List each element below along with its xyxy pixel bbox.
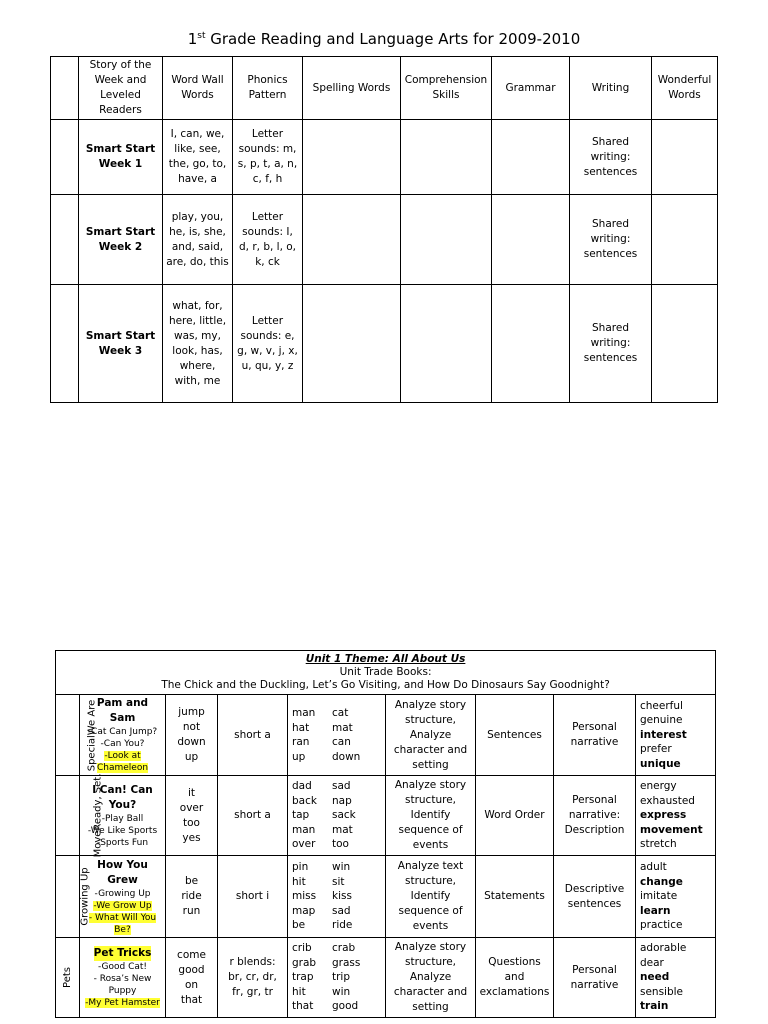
wonderful-word: prefer <box>640 743 672 756</box>
phonics-cell: r blends: br, cr, dr, fr, gr, tr <box>218 938 288 1018</box>
spelling-word: be <box>292 919 306 932</box>
wonderful-words-cell <box>652 195 718 285</box>
writing-cell: Shared writing: sentences <box>570 195 652 285</box>
writing-cell: Shared writing: sentences <box>570 120 652 195</box>
phonics-cell: short a <box>218 776 288 856</box>
wonderful-word: imitate <box>640 890 678 903</box>
spelling-pair <box>292 721 382 736</box>
blank-cell <box>51 285 79 403</box>
spelling-word: hit <box>292 875 306 888</box>
trade-books-label: Unit Trade Books: <box>339 666 432 678</box>
reader-title: -We Like Sports <box>87 825 158 836</box>
page-title: 1st Grade Reading and Language Arts for 2009-2010 <box>187 30 581 48</box>
theme-cell <box>56 695 98 776</box>
comprehension-cell: Analyze story structure, Analyze character and setting <box>386 938 476 1018</box>
leveled-reader <box>83 900 162 912</box>
spelling-word: too <box>332 838 349 851</box>
week-cell: Smart Start Week 3 <box>79 285 163 403</box>
comprehension-cell <box>401 285 492 403</box>
story-title: Pam and Sam <box>96 697 149 724</box>
spelling-pair <box>292 956 382 971</box>
spelling-word: miss <box>292 890 317 903</box>
spelling-word: sad <box>332 904 351 917</box>
spelling-pair <box>292 860 382 875</box>
theme-label: Pets <box>62 967 73 988</box>
story-title: How You Grew <box>97 858 148 886</box>
writing-cell: Personal narrative <box>554 695 636 776</box>
spelling-pair <box>292 985 382 1000</box>
theme-label: SpecialWe Are <box>86 699 98 771</box>
writing-cell: Personal narrative: Description <box>554 776 636 856</box>
word-wall-word: it <box>187 786 196 799</box>
reader-title: - Rosa’s New Puppy <box>93 974 152 996</box>
table-row <box>51 195 718 285</box>
story-title: Pet Tricks <box>93 947 152 959</box>
spelling-pair <box>292 918 382 933</box>
spelling-pair <box>292 735 382 750</box>
spelling-pair <box>292 808 382 823</box>
reader-title: -Look at Chameleon <box>96 751 149 773</box>
spelling-word: over <box>292 838 316 851</box>
story-title: I Can! Can You? <box>92 783 153 811</box>
unit-header <box>56 651 716 695</box>
word-wall-word: good <box>178 963 205 976</box>
spelling-word: mat <box>332 823 353 836</box>
wonderful-word: cheerful <box>640 699 683 712</box>
spelling-word: man <box>292 823 316 836</box>
spelling-word: dad <box>292 780 312 793</box>
leveled-reader <box>83 912 162 936</box>
wonderful-word: practice <box>640 919 683 932</box>
grammar-cell <box>492 195 570 285</box>
wonderful-word: dear <box>640 956 664 969</box>
table-row <box>56 776 716 856</box>
word-wall-word: run <box>182 905 201 917</box>
wonderful-word: learn <box>640 904 671 917</box>
wonderful-word: energy <box>640 780 677 793</box>
spelling-word: mat <box>332 721 353 734</box>
wonderful-words-cell <box>636 856 716 938</box>
theme-label: MoveReady, Set, <box>92 773 104 858</box>
reader-title: -Growing Up <box>94 888 151 899</box>
phonics-cell: short i <box>218 856 288 938</box>
spelling-pair <box>292 889 382 904</box>
word-wall-word: not <box>182 721 201 733</box>
theme-label: Growing Up <box>79 867 91 926</box>
reader-title: -Good Cat! <box>97 962 148 972</box>
spelling-cell <box>303 195 401 285</box>
week-cell: Smart Start Week 2 <box>79 195 163 285</box>
spelling-pair <box>292 706 382 721</box>
spelling-word: good <box>332 1000 359 1013</box>
grammar-cell: Statements <box>476 856 554 938</box>
wonderful-word: express <box>640 809 687 822</box>
grammar-cell: Questions and exclamations <box>476 938 554 1018</box>
wonderful-word: genuine <box>640 714 683 727</box>
word-wall-word: ride <box>181 890 202 902</box>
grammar-cell: Sentences <box>476 695 554 776</box>
spelling-pair <box>292 941 382 956</box>
spelling-word: can <box>332 736 351 748</box>
spelling-pair <box>292 750 382 765</box>
word-wall-word: be <box>184 875 199 887</box>
word-wall-word: up <box>184 751 199 763</box>
theme-cell <box>56 938 80 1018</box>
grammar-cell <box>492 285 570 403</box>
phonics-cell: short a <box>218 695 288 776</box>
reader-title: -My Pet Hamster <box>85 998 160 1008</box>
table1-header-4: Spelling Words <box>303 57 401 120</box>
unit1-table <box>55 650 716 1018</box>
spelling-cell <box>288 776 386 856</box>
word-wall-word: jump <box>178 706 205 718</box>
spelling-word: sit <box>332 875 345 888</box>
wonderful-word: stretch <box>640 838 677 851</box>
word-wall-cell: I, can, we, like, see, the, go, to, have, a <box>163 120 233 195</box>
leveled-reader <box>83 961 162 973</box>
blank-cell <box>51 195 79 285</box>
spelling-word: ride <box>332 919 353 932</box>
spelling-word: cat <box>332 707 349 719</box>
wonderful-word: need <box>640 971 670 984</box>
writing-cell: Shared writing: sentences <box>570 285 652 403</box>
word-wall-word: that <box>180 993 203 1006</box>
grammar-cell <box>492 120 570 195</box>
spelling-word: man <box>292 707 316 719</box>
spelling-cell <box>303 120 401 195</box>
wonderful-word: exhausted <box>640 794 695 807</box>
table-row <box>56 938 716 1018</box>
grammar-cell: Word Order <box>476 776 554 856</box>
smart-start-table <box>50 56 718 403</box>
spelling-word: map <box>292 904 316 917</box>
wonderful-words-cell <box>636 938 716 1018</box>
writing-cell: Descriptive sentences <box>554 856 636 938</box>
spelling-pair <box>292 823 382 838</box>
story-cell <box>80 938 166 1018</box>
phonics-cell: Letter sounds: e, g, w, v, j, x, u, qu, y, z <box>233 285 303 403</box>
spelling-cell <box>288 695 386 776</box>
spelling-word: back <box>292 794 317 807</box>
spelling-word: crab <box>332 942 356 955</box>
spelling-word: grass <box>332 956 361 969</box>
unit-header-row <box>56 651 716 695</box>
comprehension-cell <box>401 195 492 285</box>
table-row <box>56 695 716 776</box>
spelling-word: nap <box>332 794 352 807</box>
comprehension-cell: Analyze story structure, Analyze character and setting <box>386 695 476 776</box>
spelling-pair <box>292 904 382 919</box>
wonderful-word: train <box>640 1000 669 1013</box>
spelling-word: tap <box>292 809 310 822</box>
spelling-cell <box>288 938 386 1018</box>
spelling-word: sack <box>332 809 356 822</box>
spelling-word: down <box>332 750 361 763</box>
table1-header-1: Story of the Week and Leveled Readers <box>79 57 163 120</box>
phonics-cell: Letter sounds: I, d, r, b, l, o, k, ck <box>233 195 303 285</box>
word-wall-word: too <box>183 816 200 829</box>
spelling-cell <box>303 285 401 403</box>
spelling-word: crib <box>292 942 312 955</box>
table-row <box>51 120 718 195</box>
table1-header-7: Writing <box>570 57 652 120</box>
spelling-word: win <box>332 861 351 874</box>
theme-cell <box>56 773 104 858</box>
wonderful-word: sensible <box>640 985 684 998</box>
reader-title: -Sports Fun <box>96 837 149 848</box>
spelling-pair <box>292 970 382 985</box>
comprehension-cell: Analyze text structure, Identify sequence of events <box>386 856 476 938</box>
spelling-word: up <box>292 750 306 763</box>
word-wall-cell: play, you, he, is, she, and, said, are, do, this <box>163 195 233 285</box>
writing-cell: Personal narrative <box>554 938 636 1018</box>
table1-header-3: Phonics Pattern <box>233 57 303 120</box>
theme-cell <box>56 856 91 938</box>
reader-title: -Play Ball <box>101 813 144 824</box>
wonderful-word: adult <box>640 861 667 874</box>
word-wall-cell: what, for, here, little, was, my, look, has, where, with, me <box>163 285 233 403</box>
spelling-word: ran <box>292 736 310 748</box>
spelling-word: sad <box>332 780 351 793</box>
word-wall-word: down <box>177 736 206 748</box>
word-wall-cell <box>166 938 218 1018</box>
leveled-reader <box>83 973 162 997</box>
spelling-word: trap <box>292 971 314 984</box>
reader-title: -Can You? <box>100 739 145 749</box>
spelling-pair <box>292 875 382 890</box>
word-wall-word: over <box>179 801 204 814</box>
reader-title: -We Grow Up <box>93 900 152 911</box>
wonderful-word: adorable <box>640 942 687 955</box>
word-wall-cell <box>166 776 218 856</box>
wonderful-words-cell <box>636 776 716 856</box>
wonderful-words-cell <box>652 285 718 403</box>
trade-books: The Chick and the Duckling, Let’s Go Visiting, and How Do Dinosaurs Say Goodnight? <box>161 679 610 691</box>
spelling-word: grab <box>292 956 317 969</box>
unit-title: Unit 1 Theme: All About Us <box>305 653 466 665</box>
table1-header-0 <box>51 57 79 120</box>
word-wall-cell <box>166 856 218 938</box>
wonderful-word: interest <box>640 728 687 741</box>
wonderful-word: movement <box>640 823 703 836</box>
comprehension-cell <box>401 120 492 195</box>
spelling-word: win <box>332 985 351 998</box>
word-wall-word: on <box>184 978 199 991</box>
table1-header-2: Word Wall Words <box>163 57 233 120</box>
spelling-word: kiss <box>332 890 352 903</box>
spelling-cell <box>288 856 386 938</box>
wonderful-words-cell <box>652 120 718 195</box>
spelling-pair <box>292 794 382 809</box>
spelling-word: pin <box>292 861 309 874</box>
spelling-pair <box>292 779 382 794</box>
reader-title: - What Will You Be? <box>88 912 157 935</box>
word-wall-cell <box>166 695 218 776</box>
spelling-word: trip <box>332 971 351 984</box>
spelling-pair <box>292 999 382 1014</box>
reader-title: -Cat Can Jump? <box>87 727 158 737</box>
wonderful-word: unique <box>640 757 681 770</box>
word-wall-word: yes <box>182 831 201 844</box>
spelling-pair <box>292 837 382 852</box>
word-wall-word: come <box>177 948 206 961</box>
table1-header-5: Comprehension Skills <box>401 57 492 120</box>
comprehension-cell: Analyze story structure, Identify sequence of events <box>386 776 476 856</box>
table-row <box>56 856 716 938</box>
table1-header-row <box>51 57 718 120</box>
week-cell: Smart Start Week 1 <box>79 120 163 195</box>
table1-header-6: Grammar <box>492 57 570 120</box>
leveled-reader <box>83 997 162 1009</box>
spelling-word: hit <box>292 985 306 998</box>
leveled-reader <box>83 888 162 900</box>
spelling-word: that <box>292 1000 314 1013</box>
phonics-cell: Letter sounds: m, s, p, t, a, n, c, f, h <box>233 120 303 195</box>
table1-header-8: Wonderful Words <box>652 57 718 120</box>
table-row <box>51 285 718 403</box>
wonderful-words-cell <box>636 695 716 776</box>
wonderful-word: change <box>640 875 683 888</box>
spelling-word: hat <box>292 721 310 734</box>
blank-cell <box>51 120 79 195</box>
